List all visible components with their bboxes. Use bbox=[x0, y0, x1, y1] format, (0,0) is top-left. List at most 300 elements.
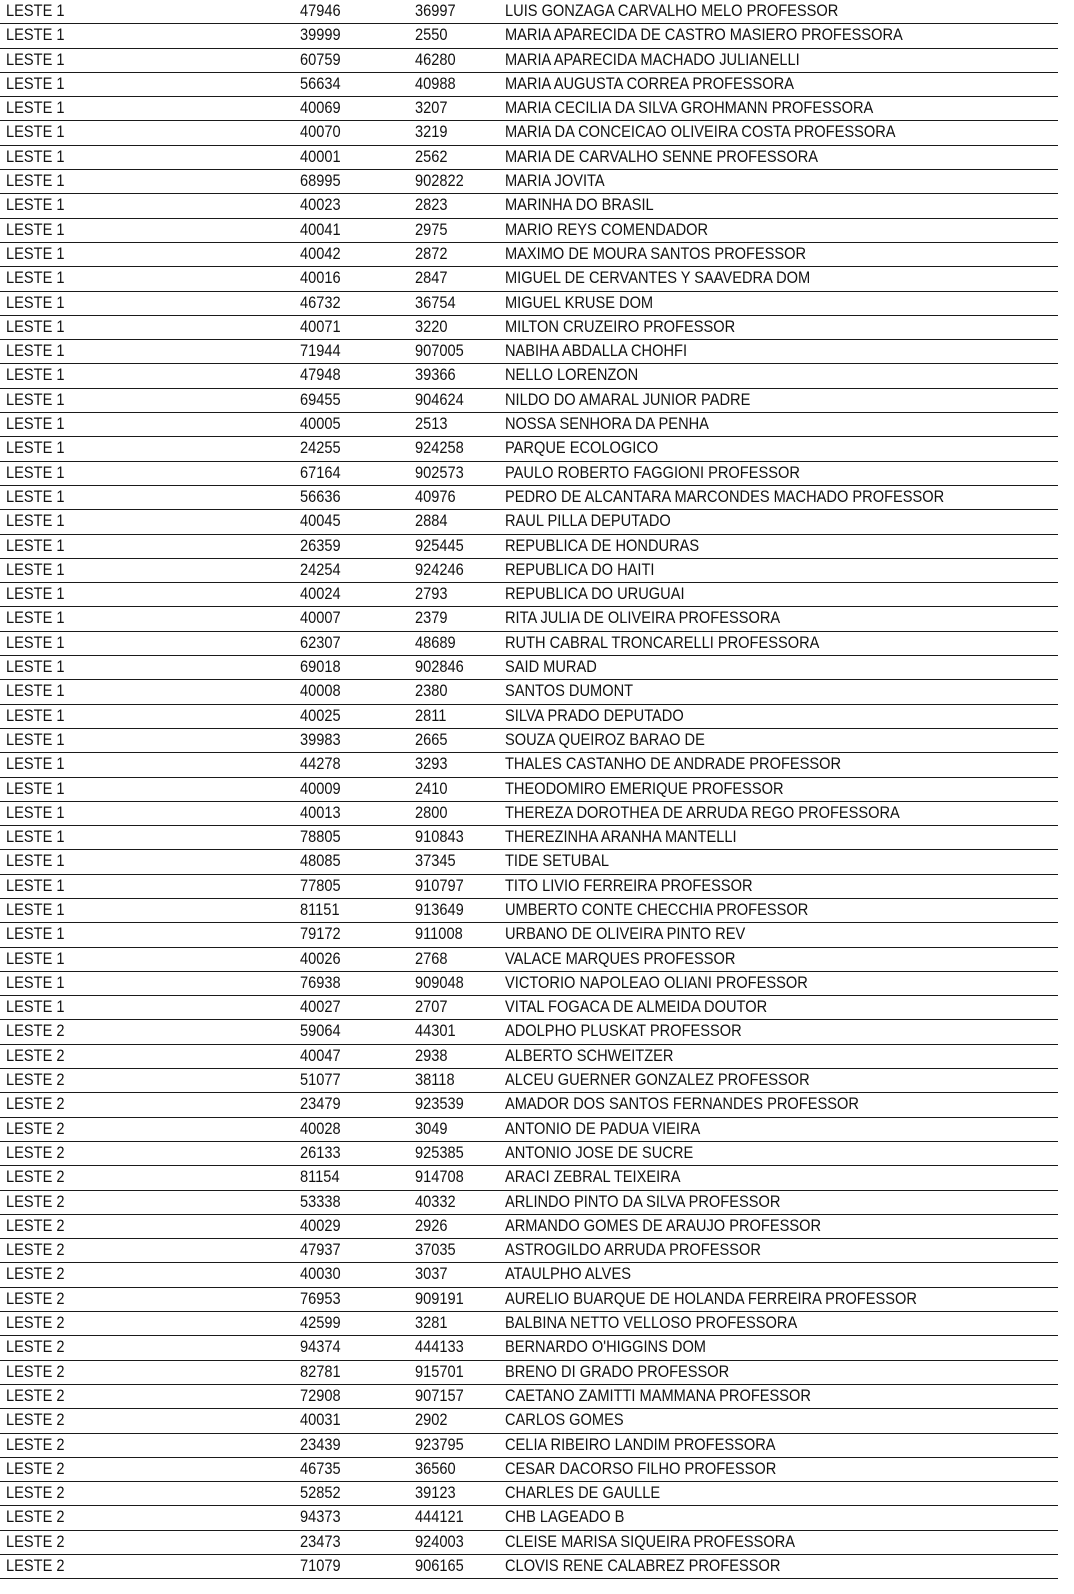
code1-cell: 71944 bbox=[300, 341, 341, 361]
code1-cell: 69455 bbox=[300, 389, 341, 409]
code2-cell: 2410 bbox=[415, 778, 448, 798]
code1-cell: 24254 bbox=[300, 559, 341, 579]
region-cell: LESTE 1 bbox=[6, 73, 65, 93]
table-row bbox=[0, 389, 1058, 413]
region-cell: LESTE 2 bbox=[6, 1385, 65, 1405]
code2-cell: 925385 bbox=[415, 1142, 464, 1162]
code1-cell: 78805 bbox=[300, 827, 341, 847]
region-cell: LESTE 2 bbox=[6, 1313, 65, 1333]
table-row bbox=[0, 1118, 1058, 1142]
table-row bbox=[0, 1045, 1058, 1069]
region-cell: LESTE 1 bbox=[6, 1, 65, 20]
table-row bbox=[0, 340, 1058, 364]
code2-cell: 2938 bbox=[415, 1045, 448, 1065]
table-row bbox=[0, 1166, 1058, 1190]
code2-cell: 907157 bbox=[415, 1385, 464, 1405]
region-cell: LESTE 1 bbox=[6, 827, 65, 847]
code1-cell: 40045 bbox=[300, 511, 341, 531]
code1-cell: 40041 bbox=[300, 219, 341, 239]
code1-cell: 42599 bbox=[300, 1313, 341, 1333]
region-cell: LESTE 1 bbox=[6, 511, 65, 531]
code2-cell: 909048 bbox=[415, 972, 464, 992]
code2-cell: 3049 bbox=[415, 1118, 448, 1138]
region-cell: LESTE 1 bbox=[6, 705, 65, 725]
table-row bbox=[0, 607, 1058, 631]
table-row bbox=[0, 146, 1058, 170]
table-row bbox=[0, 1385, 1058, 1409]
school-name-cell: MARIA JOVITA bbox=[505, 171, 605, 191]
table-row bbox=[0, 1288, 1058, 1312]
region-cell: LESTE 2 bbox=[6, 1167, 65, 1187]
school-name-cell: PAULO ROBERTO FAGGIONI PROFESSOR bbox=[505, 462, 800, 482]
region-cell: LESTE 2 bbox=[6, 1361, 65, 1381]
code2-cell: 39366 bbox=[415, 365, 456, 385]
code2-cell: 2793 bbox=[415, 584, 448, 604]
region-cell: LESTE 1 bbox=[6, 195, 65, 215]
region-cell: LESTE 1 bbox=[6, 341, 65, 361]
table-row bbox=[0, 1458, 1058, 1482]
code2-cell: 909191 bbox=[415, 1288, 464, 1308]
table-row bbox=[0, 559, 1058, 583]
school-name-cell: ASTROGILDO ARRUDA PROFESSOR bbox=[505, 1240, 761, 1260]
code1-cell: 40005 bbox=[300, 414, 341, 434]
table-row bbox=[0, 948, 1058, 972]
region-cell: LESTE 1 bbox=[6, 754, 65, 774]
table-row bbox=[0, 1020, 1058, 1044]
code2-cell: 2902 bbox=[415, 1410, 448, 1430]
table-row bbox=[0, 729, 1058, 753]
school-name-cell: PARQUE ECOLOGICO bbox=[505, 438, 659, 458]
school-name-cell: SAID MURAD bbox=[505, 657, 597, 677]
school-name-cell: BRENO DI GRADO PROFESSOR bbox=[505, 1361, 730, 1381]
region-cell: LESTE 1 bbox=[6, 122, 65, 142]
table-row bbox=[0, 1434, 1058, 1458]
table-row bbox=[0, 1191, 1058, 1215]
code1-cell: 40029 bbox=[300, 1215, 341, 1235]
table-row bbox=[0, 656, 1058, 680]
school-name-cell: NELLO LORENZON bbox=[505, 365, 639, 385]
school-name-cell: CELIA RIBEIRO LANDIM PROFESSORA bbox=[505, 1434, 776, 1454]
region-cell: LESTE 1 bbox=[6, 98, 65, 118]
school-name-cell: LUIS GONZAGA CARVALHO MELO PROFESSOR bbox=[505, 1, 839, 20]
code2-cell: 40332 bbox=[415, 1191, 456, 1211]
code1-cell: 47937 bbox=[300, 1240, 341, 1260]
table-row bbox=[0, 778, 1058, 802]
code1-cell: 40070 bbox=[300, 122, 341, 142]
code2-cell: 2707 bbox=[415, 997, 448, 1017]
table-row bbox=[0, 1361, 1058, 1385]
school-name-cell: MARIA DA CONCEICAO OLIVEIRA COSTA PROFESSORA bbox=[505, 122, 896, 142]
table-row bbox=[0, 49, 1058, 73]
school-name-cell: MARIA CECILIA DA SILVA GROHMANN PROFESSORA bbox=[505, 98, 874, 118]
region-cell: LESTE 1 bbox=[6, 729, 65, 749]
school-name-cell: NILDO DO AMARAL JUNIOR PADRE bbox=[505, 389, 751, 409]
region-cell: LESTE 1 bbox=[6, 268, 65, 288]
code2-cell: 925445 bbox=[415, 535, 464, 555]
school-name-cell: CARLOS GOMES bbox=[505, 1410, 624, 1430]
code2-cell: 2562 bbox=[415, 146, 448, 166]
school-name-cell: MARIO REYS COMENDADOR bbox=[505, 219, 709, 239]
school-name-cell: MARIA APARECIDA DE CASTRO MASIERO PROFESSORA bbox=[505, 25, 903, 45]
code1-cell: 26359 bbox=[300, 535, 341, 555]
table-row bbox=[0, 705, 1058, 729]
region-cell: LESTE 2 bbox=[6, 1118, 65, 1138]
code1-cell: 81154 bbox=[300, 1167, 340, 1187]
region-cell: LESTE 1 bbox=[6, 171, 65, 191]
code2-cell: 3207 bbox=[415, 98, 448, 118]
code1-cell: 40016 bbox=[300, 268, 341, 288]
table-row bbox=[0, 1312, 1058, 1336]
code2-cell: 924258 bbox=[415, 438, 464, 458]
school-name-cell: RITA JULIA DE OLIVEIRA PROFESSORA bbox=[505, 608, 781, 628]
code1-cell: 71079 bbox=[300, 1556, 341, 1575]
code1-cell: 82781 bbox=[300, 1361, 341, 1381]
region-cell: LESTE 1 bbox=[6, 778, 65, 798]
code1-cell: 23439 bbox=[300, 1434, 341, 1454]
table-row bbox=[0, 1555, 1058, 1579]
code2-cell: 902822 bbox=[415, 171, 464, 191]
school-name-cell: MAXIMO DE MOURA SANTOS PROFESSOR bbox=[505, 243, 807, 263]
school-name-cell: ATAULPHO ALVES bbox=[505, 1264, 631, 1284]
region-cell: LESTE 1 bbox=[6, 851, 65, 871]
region-cell: LESTE 1 bbox=[6, 875, 65, 895]
code1-cell: 40013 bbox=[300, 802, 341, 822]
region-cell: LESTE 1 bbox=[6, 462, 65, 482]
region-cell: LESTE 2 bbox=[6, 1142, 65, 1162]
school-name-cell: REPUBLICA DE HONDURAS bbox=[505, 535, 700, 555]
code1-cell: 23473 bbox=[300, 1531, 341, 1551]
code2-cell: 923795 bbox=[415, 1434, 464, 1454]
region-cell: LESTE 1 bbox=[6, 924, 65, 944]
code1-cell: 40030 bbox=[300, 1264, 341, 1284]
region-cell: LESTE 1 bbox=[6, 802, 65, 822]
school-name-cell: ARMANDO GOMES DE ARAUJO PROFESSOR bbox=[505, 1215, 822, 1235]
school-name-cell: MIGUEL DE CERVANTES Y SAAVEDRA DOM bbox=[505, 268, 811, 288]
region-cell: LESTE 1 bbox=[6, 681, 65, 701]
table-row bbox=[0, 170, 1058, 194]
code1-cell: 60759 bbox=[300, 49, 341, 69]
code2-cell: 2550 bbox=[415, 25, 448, 45]
code1-cell: 40028 bbox=[300, 1118, 341, 1138]
school-name-cell: VITAL FOGACA DE ALMEIDA DOUTOR bbox=[505, 997, 768, 1017]
code1-cell: 40007 bbox=[300, 608, 341, 628]
table-row bbox=[0, 996, 1058, 1020]
code1-cell: 56634 bbox=[300, 73, 341, 93]
table-row bbox=[0, 1263, 1058, 1287]
school-name-cell: THALES CASTANHO DE ANDRADE PROFESSOR bbox=[505, 754, 842, 774]
code2-cell: 923539 bbox=[415, 1094, 464, 1114]
code1-cell: 62307 bbox=[300, 632, 341, 652]
code1-cell: 40001 bbox=[300, 146, 341, 166]
school-name-cell: AMADOR DOS SANTOS FERNANDES PROFESSOR bbox=[505, 1094, 859, 1114]
table-row bbox=[0, 826, 1058, 850]
code1-cell: 52852 bbox=[300, 1483, 341, 1503]
school-name-cell: RAUL PILLA DEPUTADO bbox=[505, 511, 671, 531]
school-name-cell: THEREZA DOROTHEA DE ARRUDA REGO PROFESSORA bbox=[505, 802, 900, 822]
table-row bbox=[0, 1506, 1058, 1530]
region-cell: LESTE 1 bbox=[6, 632, 65, 652]
region-cell: LESTE 1 bbox=[6, 389, 65, 409]
code2-cell: 910797 bbox=[415, 875, 464, 895]
table-row bbox=[0, 364, 1058, 388]
code2-cell: 36560 bbox=[415, 1458, 456, 1478]
school-name-cell: ARLINDO PINTO DA SILVA PROFESSOR bbox=[505, 1191, 781, 1211]
code2-cell: 2975 bbox=[415, 219, 448, 239]
region-cell: LESTE 2 bbox=[6, 1410, 65, 1430]
school-name-cell: TIDE SETUBAL bbox=[505, 851, 609, 871]
code2-cell: 38118 bbox=[415, 1070, 455, 1090]
school-name-cell: AURELIO BUARQUE DE HOLANDA FERREIRA PROFESSOR bbox=[505, 1288, 917, 1308]
region-cell: LESTE 1 bbox=[6, 972, 65, 992]
region-cell: LESTE 1 bbox=[6, 219, 65, 239]
code1-cell: 68995 bbox=[300, 171, 341, 191]
school-name-cell: ALCEU GUERNER GONZALEZ PROFESSOR bbox=[505, 1070, 810, 1090]
code2-cell: 3281 bbox=[415, 1313, 448, 1333]
school-name-cell: MARIA DE CARVALHO SENNE PROFESSORA bbox=[505, 146, 819, 166]
code1-cell: 76938 bbox=[300, 972, 341, 992]
school-name-cell: TITO LIVIO FERREIRA PROFESSOR bbox=[505, 875, 753, 895]
code2-cell: 2884 bbox=[415, 511, 448, 531]
code1-cell: 72908 bbox=[300, 1385, 341, 1405]
region-cell: LESTE 2 bbox=[6, 1094, 65, 1114]
school-name-cell: MARIA APARECIDA MACHADO JULIANELLI bbox=[505, 49, 800, 69]
code1-cell: 40024 bbox=[300, 584, 341, 604]
school-name-cell: CHARLES DE GAULLE bbox=[505, 1483, 661, 1503]
code2-cell: 444133 bbox=[415, 1337, 464, 1357]
code2-cell: 39123 bbox=[415, 1483, 456, 1503]
region-cell: LESTE 1 bbox=[6, 584, 65, 604]
school-name-cell: MARIA AUGUSTA CORREA PROFESSORA bbox=[505, 73, 794, 93]
code2-cell: 2823 bbox=[415, 195, 448, 215]
code1-cell: 40042 bbox=[300, 243, 341, 263]
code1-cell: 94373 bbox=[300, 1507, 341, 1527]
school-name-cell: PEDRO DE ALCANTARA MARCONDES MACHADO PROFESSOR bbox=[505, 486, 945, 506]
code2-cell: 2872 bbox=[415, 243, 448, 263]
code1-cell: 59064 bbox=[300, 1021, 341, 1041]
code1-cell: 44278 bbox=[300, 754, 341, 774]
region-cell: LESTE 2 bbox=[6, 1507, 65, 1527]
code2-cell: 3037 bbox=[415, 1264, 448, 1284]
code1-cell: 46735 bbox=[300, 1458, 341, 1478]
school-name-cell: ANTONIO DE PADUA VIEIRA bbox=[505, 1118, 701, 1138]
region-cell: LESTE 2 bbox=[6, 1531, 65, 1551]
school-name-cell: BERNARDO O'HIGGINS DOM bbox=[505, 1337, 706, 1357]
code2-cell: 924003 bbox=[415, 1531, 464, 1551]
region-cell: LESTE 1 bbox=[6, 25, 65, 45]
code2-cell: 2379 bbox=[415, 608, 448, 628]
code1-cell: 47946 bbox=[300, 1, 341, 20]
table-row bbox=[0, 267, 1058, 291]
code1-cell: 53338 bbox=[300, 1191, 341, 1211]
table-row bbox=[0, 1336, 1058, 1360]
region-cell: LESTE 2 bbox=[6, 1215, 65, 1235]
table-row bbox=[0, 680, 1058, 704]
code1-cell: 24255 bbox=[300, 438, 341, 458]
code1-cell: 48085 bbox=[300, 851, 341, 871]
school-name-cell: CLEISE MARISA SIQUEIRA PROFESSORA bbox=[505, 1531, 796, 1551]
table-row bbox=[0, 1069, 1058, 1093]
table-row bbox=[0, 292, 1058, 316]
code2-cell: 3293 bbox=[415, 754, 448, 774]
table-row bbox=[0, 486, 1058, 510]
code2-cell: 902846 bbox=[415, 657, 464, 677]
code1-cell: 39983 bbox=[300, 729, 341, 749]
school-name-cell: SANTOS DUMONT bbox=[505, 681, 634, 701]
table-row bbox=[0, 462, 1058, 486]
code1-cell: 51077 bbox=[300, 1070, 341, 1090]
region-cell: LESTE 1 bbox=[6, 899, 65, 919]
region-cell: LESTE 1 bbox=[6, 243, 65, 263]
school-name-cell: CAETANO ZAMITTI MAMMANA PROFESSOR bbox=[505, 1385, 811, 1405]
code1-cell: 39999 bbox=[300, 25, 341, 45]
code2-cell: 2811 bbox=[415, 705, 447, 725]
region-cell: LESTE 1 bbox=[6, 657, 65, 677]
school-name-cell: ALBERTO SCHWEITZER bbox=[505, 1045, 674, 1065]
region-cell: LESTE 2 bbox=[6, 1021, 65, 1041]
table-row bbox=[0, 923, 1058, 947]
code1-cell: 76953 bbox=[300, 1288, 341, 1308]
school-name-cell: MILTON CRUZEIRO PROFESSOR bbox=[505, 316, 736, 336]
code1-cell: 69018 bbox=[300, 657, 341, 677]
school-name-cell: REPUBLICA DO HAITI bbox=[505, 559, 655, 579]
code1-cell: 40025 bbox=[300, 705, 341, 725]
code2-cell: 37035 bbox=[415, 1240, 456, 1260]
code1-cell: 40069 bbox=[300, 98, 341, 118]
region-cell: LESTE 1 bbox=[6, 146, 65, 166]
region-cell: LESTE 2 bbox=[6, 1191, 65, 1211]
region-cell: LESTE 2 bbox=[6, 1288, 65, 1308]
table-row bbox=[0, 1142, 1058, 1166]
school-name-cell: CESAR DACORSO FILHO PROFESSOR bbox=[505, 1458, 777, 1478]
region-cell: LESTE 1 bbox=[6, 438, 65, 458]
region-cell: LESTE 2 bbox=[6, 1240, 65, 1260]
school-name-cell: CLOVIS RENE CALABREZ PROFESSOR bbox=[505, 1556, 781, 1575]
code2-cell: 2665 bbox=[415, 729, 448, 749]
table-row bbox=[0, 802, 1058, 826]
table-row bbox=[0, 1239, 1058, 1263]
region-cell: LESTE 1 bbox=[6, 559, 65, 579]
code1-cell: 46732 bbox=[300, 292, 341, 312]
school-name-cell: REPUBLICA DO URUGUAI bbox=[505, 584, 685, 604]
region-cell: LESTE 1 bbox=[6, 486, 65, 506]
code2-cell: 910843 bbox=[415, 827, 464, 847]
table-row bbox=[0, 875, 1058, 899]
school-name-cell: THEREZINHA ARANHA MANTELLI bbox=[505, 827, 737, 847]
code2-cell: 914708 bbox=[415, 1167, 464, 1187]
region-cell: LESTE 1 bbox=[6, 997, 65, 1017]
school-name-cell: ANTONIO JOSE DE SUCRE bbox=[505, 1142, 694, 1162]
code2-cell: 913649 bbox=[415, 899, 464, 919]
code2-cell: 2847 bbox=[415, 268, 448, 288]
code2-cell: 907005 bbox=[415, 341, 464, 361]
code2-cell: 924246 bbox=[415, 559, 464, 579]
code2-cell: 911008 bbox=[415, 924, 463, 944]
region-cell: LESTE 2 bbox=[6, 1434, 65, 1454]
code2-cell: 2768 bbox=[415, 948, 448, 968]
region-cell: LESTE 1 bbox=[6, 948, 65, 968]
region-cell: LESTE 2 bbox=[6, 1556, 65, 1575]
code1-cell: 40071 bbox=[300, 316, 341, 336]
code1-cell: 40008 bbox=[300, 681, 341, 701]
table-row bbox=[0, 850, 1058, 874]
table-row bbox=[0, 243, 1058, 267]
code1-cell: 81151 bbox=[300, 899, 340, 919]
region-cell: LESTE 2 bbox=[6, 1337, 65, 1357]
school-name-cell: THEODOMIRO EMERIQUE PROFESSOR bbox=[505, 778, 784, 798]
region-cell: LESTE 2 bbox=[6, 1045, 65, 1065]
school-name-cell: UMBERTO CONTE CHECCHIA PROFESSOR bbox=[505, 899, 809, 919]
code2-cell: 2926 bbox=[415, 1215, 448, 1235]
table-row bbox=[0, 1409, 1058, 1433]
code1-cell: 23479 bbox=[300, 1094, 341, 1114]
table-row bbox=[0, 219, 1058, 243]
code2-cell: 40988 bbox=[415, 73, 456, 93]
code2-cell: 37345 bbox=[415, 851, 456, 871]
table-row bbox=[0, 24, 1058, 48]
region-cell: LESTE 1 bbox=[6, 414, 65, 434]
table-row bbox=[0, 121, 1058, 145]
code1-cell: 40009 bbox=[300, 778, 341, 798]
table-row bbox=[0, 413, 1058, 437]
region-cell: LESTE 1 bbox=[6, 365, 65, 385]
school-name-cell: BALBINA NETTO VELLOSO PROFESSORA bbox=[505, 1313, 798, 1333]
table-row bbox=[0, 437, 1058, 461]
table-row bbox=[0, 316, 1058, 340]
table-row bbox=[0, 972, 1058, 996]
region-cell: LESTE 1 bbox=[6, 535, 65, 555]
code1-cell: 67164 bbox=[300, 462, 341, 482]
region-cell: LESTE 2 bbox=[6, 1264, 65, 1284]
table-row bbox=[0, 73, 1058, 97]
code2-cell: 3219 bbox=[415, 122, 448, 142]
region-cell: LESTE 2 bbox=[6, 1070, 65, 1090]
code1-cell: 77805 bbox=[300, 875, 341, 895]
school-name-cell: RUTH CABRAL TRONCARELLI PROFESSORA bbox=[505, 632, 820, 652]
school-name-cell: SOUZA QUEIROZ BARAO DE bbox=[505, 729, 705, 749]
table-row bbox=[0, 1215, 1058, 1239]
region-cell: LESTE 2 bbox=[6, 1483, 65, 1503]
table-row bbox=[0, 1531, 1058, 1555]
code2-cell: 3220 bbox=[415, 316, 448, 336]
code2-cell: 2800 bbox=[415, 802, 448, 822]
table-row bbox=[0, 0, 1058, 24]
table-row bbox=[0, 194, 1058, 218]
code2-cell: 2380 bbox=[415, 681, 448, 701]
region-cell: LESTE 1 bbox=[6, 316, 65, 336]
school-name-cell: NABIHA ABDALLA CHOHFI bbox=[505, 341, 688, 361]
code1-cell: 56636 bbox=[300, 486, 341, 506]
code2-cell: 902573 bbox=[415, 462, 464, 482]
school-name-cell: MIGUEL KRUSE DOM bbox=[505, 292, 654, 312]
code1-cell: 40026 bbox=[300, 948, 341, 968]
code2-cell: 46280 bbox=[415, 49, 456, 69]
school-name-cell: ARACI ZEBRAL TEIXEIRA bbox=[505, 1167, 681, 1187]
table-row bbox=[0, 753, 1058, 777]
code2-cell: 906165 bbox=[415, 1556, 464, 1575]
table-row bbox=[0, 583, 1058, 607]
school-name-cell: CHB LAGEADO B bbox=[505, 1507, 625, 1527]
school-name-cell: URBANO DE OLIVEIRA PINTO REV bbox=[505, 924, 746, 944]
region-cell: LESTE 1 bbox=[6, 49, 65, 69]
code1-cell: 94374 bbox=[300, 1337, 341, 1357]
school-name-cell: VICTORIO NAPOLEAO OLIANI PROFESSOR bbox=[505, 972, 808, 992]
school-name-cell: SILVA PRADO DEPUTADO bbox=[505, 705, 684, 725]
school-name-cell: ADOLPHO PLUSKAT PROFESSOR bbox=[505, 1021, 742, 1041]
code2-cell: 904624 bbox=[415, 389, 464, 409]
code1-cell: 40027 bbox=[300, 997, 341, 1017]
code2-cell: 44301 bbox=[415, 1021, 456, 1041]
code2-cell: 915701 bbox=[415, 1361, 464, 1381]
